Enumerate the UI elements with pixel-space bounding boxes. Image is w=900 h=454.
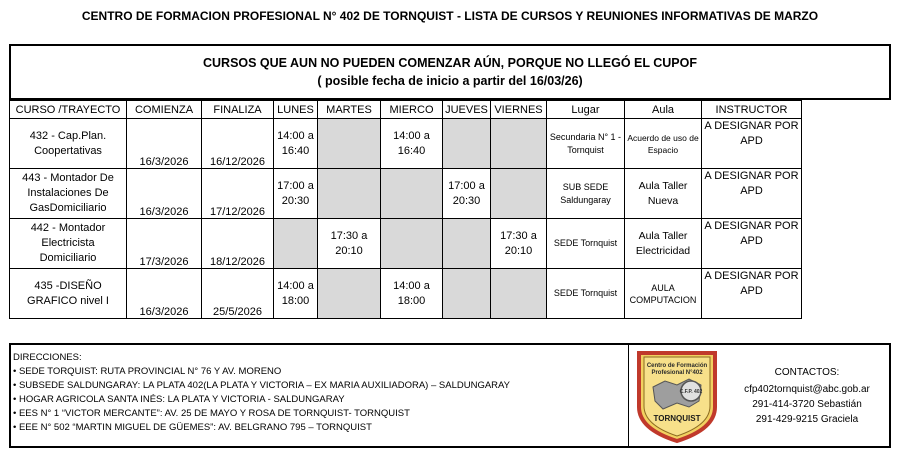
location-cell: Secundaria N° 1 - Tornquist [547,119,625,169]
contacts-section [723,365,891,427]
col-header-martes: MARTES [318,101,381,119]
table-row [10,119,802,169]
schedule-martes [318,119,381,169]
course-cell [10,219,127,269]
schedule-jueves [443,219,491,269]
schedule-viernes [491,119,547,169]
classroom-cell: Aula Taller Electricidad [625,219,702,269]
schedule-miercoles [381,169,443,219]
course-name-line: Coopertativas [34,144,102,157]
schedule-viernes: 17:30 a 20:10 [491,219,547,269]
header-line-1: CURSOS QUE AUN NO PUEDEN COMENZAR AÚN, PORQUE NO LLEGÓ EL CUPOF [202,56,697,70]
contact-phone: 291-414-3720 Sebastián [752,399,862,410]
directions-section [11,351,628,435]
col-header-jueves: JUEVES [443,101,491,119]
location-cell: SEDE Tornquist [547,269,625,319]
courses-table [9,100,802,319]
course-cell [10,119,127,169]
schedule-miercoles: 14:00 a 16:40 [381,119,443,169]
course-name-line: Instalaciones De [27,187,109,199]
classroom-cell: AULA COMPUTACION [625,269,702,319]
schedule-miercoles: 14:00 a 18:00 [381,269,443,319]
contact-email[interactable]: cfp402tornquist@abc.gob.ar [744,384,870,395]
course-name-line: 435 -DISEÑO [34,279,102,292]
page-title: CENTRO DE FORMACION PROFESIONAL N° 402 DE TORNQUIST - LISTA DE CURSOS Y REUNIONES INFORMATIVAS DE MARZO [81,9,819,23]
course-cell [10,169,127,219]
logo-line-1: Centro de Formación [646,363,708,369]
end-date: 25/5/2026 [202,269,274,319]
instructor-cell: A DESIGNAR POR APD [702,169,802,219]
location-cell: SUB SEDE Saldungaray [547,169,625,219]
schedule-jueves [443,269,491,319]
course-name-line: GRAFICO nivel I [27,294,109,307]
schedule-martes [318,169,381,219]
col-header-viernes: VIERNES [491,101,547,119]
schedule-jueves [443,119,491,169]
logo-line-2: Profesional N°402 [651,370,703,376]
schedule-viernes [491,169,547,219]
col-header-instructor: INSTRUCTOR [702,101,802,119]
schedule-lunes: 14:00 a 18:00 [274,269,318,319]
start-date: 17/3/2026 [127,219,202,269]
direction-item: • HOGAR AGRICOLA SANTA INÉS: LA PLATA Y VICTORIA - SALDUNGARAY [13,394,345,405]
cfp-logo [633,349,721,444]
logo-badge: C.F.P. 402 [679,389,703,395]
course-name-line: 442 - Montador [30,222,106,234]
course-name-line: 432 - Cap.Plan. [29,129,107,142]
start-date: 16/3/2026 [127,119,202,169]
start-date: 16/3/2026 [127,269,202,319]
schedule-lunes: 14:00 a 16:40 [274,119,318,169]
course-name-line: 443 - Montador De [22,172,114,184]
schedule-lunes: 17:00 a 20:30 [274,169,318,219]
course-name-line: Electricista [41,237,95,249]
course-name-line: GasDomiciliario [29,202,107,214]
table-header-row [10,101,802,119]
end-date: 17/12/2026 [202,169,274,219]
col-header-lugar: Lugar [547,101,625,119]
header-line-2: ( posible fecha de inicio a partir del 16/03/26) [317,74,583,88]
instructor-cell: A DESIGNAR POR APD [702,269,802,319]
col-header-aula: Aula [625,101,702,119]
schedule-jueves: 17:00 a 20:30 [443,169,491,219]
directions-title: DIRECCIONES: [13,352,82,363]
end-date: 16/12/2026 [202,119,274,169]
instructor-cell: A DESIGNAR POR APD [702,119,802,169]
contact-phone: 291-429-9215 Graciela [755,414,859,425]
start-date: 16/3/2026 [127,169,202,219]
schedule-martes: 17:30 a 20:10 [318,219,381,269]
courses-pending-header [9,44,891,100]
course-name-line: Domiciliario [39,252,97,264]
table-row [10,219,802,269]
instructor-cell: A DESIGNAR POR APD [702,219,802,269]
direction-item: • SEDE TORQUIST: RUTA PROVINCIAL N° 76 Y AV. MORENO [13,366,282,377]
table-row [10,269,802,319]
contacts-title: CONTACTOS: [774,367,840,378]
logo-town: TORNQUIST [653,414,701,423]
col-header-miercoles: MIERCO [381,101,443,119]
table-row [10,169,802,219]
schedule-lunes [274,219,318,269]
info-footer [9,343,891,448]
schedule-martes [318,269,381,319]
classroom-cell: Acuerdo de uso de Espacio [625,119,702,169]
schedule-miercoles [381,219,443,269]
classroom-cell: Aula Taller Nueva [625,169,702,219]
direction-item: • SUBSEDE SALDUNGARAY: LA PLATA 402(LA PLATA Y VICTORIA – EX MARIA AUXILIADORA) – SALDUNGARAY [13,380,510,391]
col-header-lunes: LUNES [274,101,318,119]
col-header-comienza: COMIENZA [127,101,202,119]
schedule-viernes [491,269,547,319]
end-date: 18/12/2026 [202,219,274,269]
col-header-curso: CURSO /TRAYECTO [10,101,127,119]
location-cell: SEDE Tornquist [547,219,625,269]
direction-item: • EES N° 1 “VICTOR MERCANTE”: AV. 25 DE MAYO Y ROSA DE TORNQUIST- TORNQUIST [13,408,410,419]
logo-shield-icon [633,349,721,444]
col-header-finaliza: FINALIZA [202,101,274,119]
direction-item: • EEE N° 502 “MARTIN MIGUEL DE GÜEMES”: AV. BELGRANO 795 – TORNQUIST [13,422,372,433]
course-cell [10,269,127,319]
footer-divider [628,345,629,446]
